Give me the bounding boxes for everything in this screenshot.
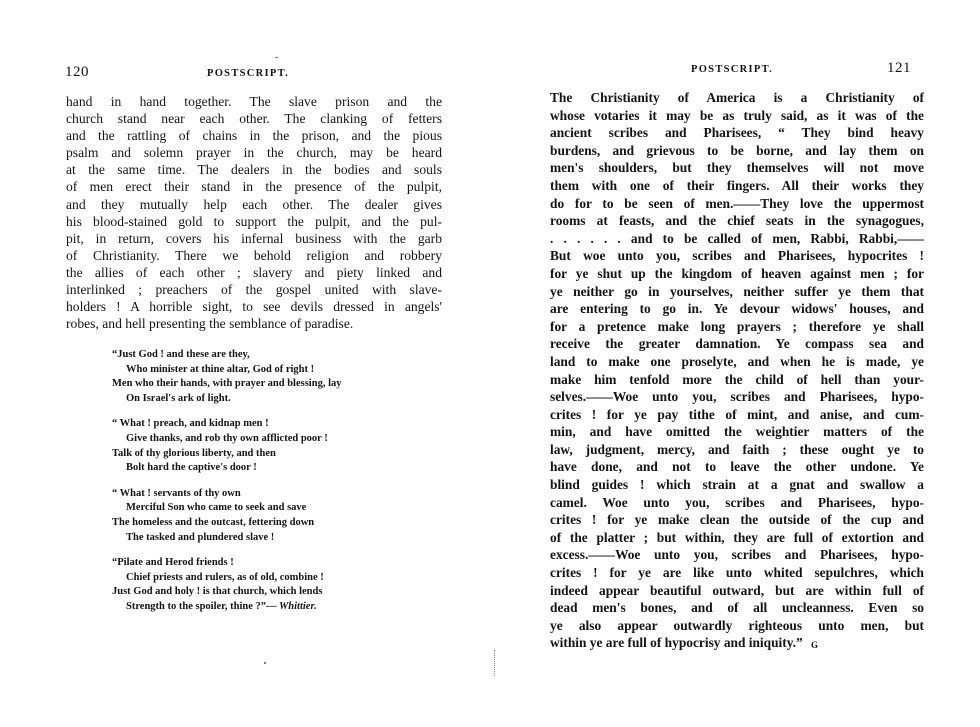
text-line: of Christianity. There we behold religion and robbery [66,247,442,263]
poem-line [112,461,412,476]
text-line: and they mutually help each other. The dealer gives [66,196,442,212]
text-line: rooms at feasts, and the chief seats in the synagogues, [550,213,924,229]
left-running-head: POSTSCRIPT. [207,68,290,79]
signature-mark: G [811,640,819,650]
poem-line-text: “ What ! servants of thy own [112,487,241,499]
poem-stanza [112,556,412,614]
text-line: hand in hand together. The slave prison and the [66,94,442,109]
poem-line [112,501,412,516]
text-line: blind guides ! which strain at a gnat and swallow a [550,477,924,493]
text-line: make him tenfold more the child of hell than your- [550,371,924,387]
text-line: have done, and not to leave the other undone. Ye [550,459,924,475]
poem-line-text: Strength to the spoiler, thine ?”— [126,600,277,612]
text-line: crites ! for ye pay tithe of mint, and anise, and cum- [550,406,924,422]
text-line: The Christianity of America is a Christianity of [550,90,924,105]
poem-line-text: “Just God ! and these are they, [112,349,250,360]
text-line: pit, in return, covers his infernal business with the garb [66,230,442,246]
poem-line-text: Bolt hard the captive's door ! [126,462,257,474]
poem-attribution: Whittier. [276,600,317,612]
poem-line [112,487,412,502]
text-line: excess.——Woe unto you, scribes and Pharisees, hypo- [550,547,924,563]
text-line: burdens, and grievous to be borne, and lay them on [550,142,924,158]
poem-line [112,417,412,432]
text-line: do for to be seen of men.——They love the uppermost [550,195,924,211]
text-line: for a pretence make long prayers ; therefore ye shall [550,318,924,334]
text-line: his blood-stained gold to support the pulpit, and the pul- [66,213,442,229]
poem-line-text: “ What ! preach, and kidnap men ! [112,418,269,430]
poem-stanza [112,417,412,475]
poem-line [112,432,412,447]
poem-line-text: Men who their hands, with prayer and blessing, lay [112,378,342,390]
text-line: at the same time. The dealers in the bodies and souls [66,162,442,178]
text-line: them with one of their fingers. All their works they [550,177,924,193]
ink-speck [264,662,266,664]
text-line: church stand near each other. The clanking of fetters [66,111,442,127]
poem-stanza [112,487,412,545]
text-line: indeed appear beautiful outward, but are within full of [550,582,924,598]
poem-line [112,392,412,407]
text-line: But woe unto you, scribes and Pharisees, hypocrites ! [550,248,924,264]
poem-line-text: Give thanks, and rob thy own afflicted poor ! [126,432,328,444]
poem-stanza [112,348,412,406]
poem-line-text: The homeless and the outcast, fettering down [112,516,315,528]
poem-line [112,348,412,363]
text-line: and the rattling of chains in the prison, and the pious [66,128,442,144]
right-page-number: 121 [887,60,911,76]
poem-line-text: The tasked and plundered slave ! [126,531,275,543]
poem-line [112,531,412,546]
text-line: whose votaries it may be as truly said, as it was of the [550,107,924,123]
text-line: of the platter ; but within, they are full of extortion and [550,529,924,545]
text-line: receive the greater damnation. Ye compass sea and [550,336,924,352]
text-line: the allies of each other ; slavery and piety linked and [66,264,442,280]
text-line: crites ! for ye are like unto whited sepulchres, which [550,565,924,581]
text-line: selves.——Woe unto you, scribes and Pharisees, hypo- [550,389,924,405]
poem-line-text: “Pilate and Herod friends ! [112,557,234,569]
text-line: ye also appear outwardly righteous unto men, but [550,617,924,633]
poem-line-text: Talk of thy glorious liberty, and then [112,447,276,459]
poem-line [112,571,412,586]
text-line: within ye are full of hypocrisy and iniquity.” [550,635,803,651]
poem-line [112,377,412,392]
right-running-head: POSTSCRIPT. [691,64,774,75]
text-line: for ye shut up the kingdom of heaven against men ; for [550,265,924,281]
text-line: law, judgment, mercy, and faith ; these ought ye to [550,441,924,457]
poem-line-text: Chief priests and rulers, as of old, combine ! [126,571,324,583]
poem-line [112,447,412,462]
text-line: dead men's bones, and of all uncleanness. Even so [550,600,924,616]
poem-line [112,556,412,571]
text-line: are entering to go in. Ye devour widows' houses, and [550,301,924,317]
text-line: robes, and hell presenting the semblance of paradise. [66,316,354,332]
text-line: crites ! for ye make clean the outside of the cup and [550,512,924,528]
left-page-number: 120 [65,64,89,80]
text-line: land to make one proselyte, and when he is made, ye [550,353,924,369]
poem-line [112,516,412,531]
poem-line [112,600,412,615]
poem-line-text: Just God and holy ! is that church, which lends [112,586,323,598]
poem-quotation [112,348,412,626]
text-line: . . . . . . and to be called of men, Rabbi, Rabbi,—— [550,230,924,246]
poem-line-text: On Israel's ark of light. [126,392,231,404]
text-line: holders ! A horrible sight, to see devils dressed in angels' [66,299,442,315]
text-line: of men erect their stand in the presence of the pulpit, [66,179,442,195]
text-line: camel. Woe unto you, scribes and Pharisees, hypo- [550,494,924,510]
poem-line [112,363,412,378]
ink-speck [275,57,278,58]
text-line: interlinked ; preachers of the gospel united with slave- [66,282,442,298]
text-line: men's shoulders, but they themselves will not move [550,160,924,176]
poem-line-text: Who minister at thine altar, God of right ! [126,363,315,375]
poem-line [112,585,412,600]
text-line: min, and have omitted the weightier matters of the [550,424,924,440]
right-page [490,0,980,727]
text-line: psalm and solemn prayer in the church, may be heard [66,145,442,161]
text-line: ye neither go in yourselves, neither suffer ye them that [550,283,924,299]
poem-line-text: Merciful Son who came to seek and save [126,502,307,514]
right-paragraph [550,89,924,652]
left-paragraph [66,93,442,332]
text-line: ancient scribes and Pharisees, “ They bind heavy [550,125,924,141]
